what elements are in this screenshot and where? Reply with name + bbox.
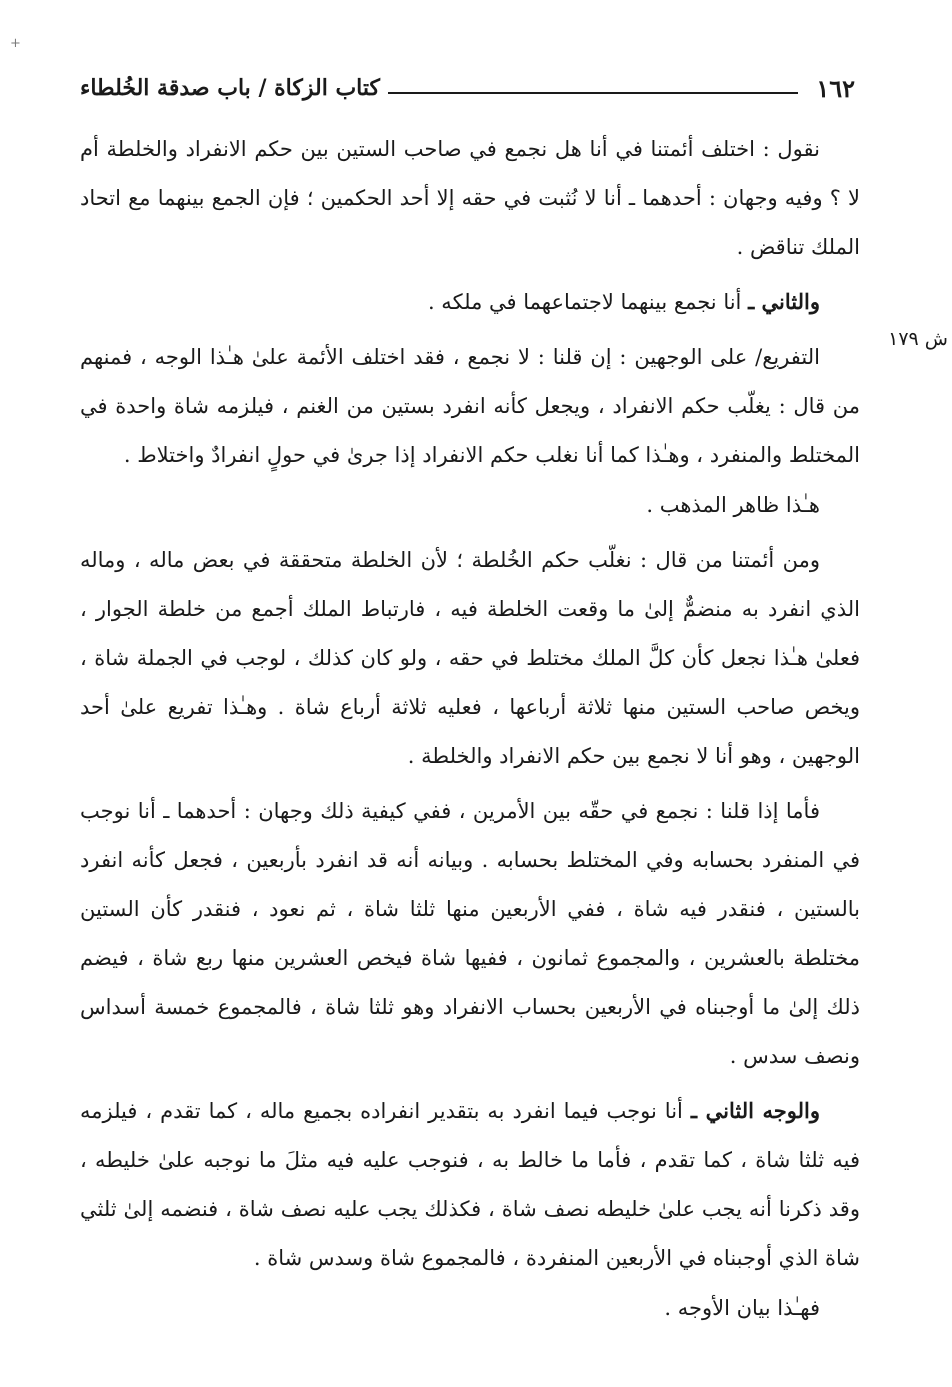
paragraph-4: [80, 480, 860, 530]
paragraph-text: هـٰذا ظاهر المذهب .: [646, 493, 820, 517]
corner-mark: +: [10, 36, 21, 51]
paragraph-lead: والوجه الثاني ـ: [690, 1098, 820, 1123]
page-number: ١٦٢: [816, 73, 855, 103]
paragraph-3: [80, 332, 860, 480]
running-title: كتاب الزكاة / باب صدقة الخُلطاء: [80, 75, 380, 101]
paragraph-5: [80, 535, 860, 781]
page-body: [80, 124, 860, 1333]
paragraph-7: [80, 1086, 860, 1283]
paragraph-text: فأما إذا قلنا : نجمع في حقّه بين الأمرين ، ففي كيفية ذلك وجهان : أحدهما ـ أنا نوجب في المنفرد بحسابه وفي المختلط بحسابه . وبيانه أنه قد انفرد بأربعين ، فجعل كأنه انفرد بالستين ، فنقدر فيه شاة ، ففي الأربعين منها ثلثا شاة ، ثم نعود ، فنقدر كأن الستين مختلطة بالعشرين ، والمجموع ثمانون ، ففيها شاة فيخص العشرين منها ربع شاة ، فيضم ذلك إلىٰ ما أوجبناه في الأربعين بحساب الانفراد وهو ثلثا شاة ، فالمجموع خمسة أسداس ونصف سدس .: [80, 799, 860, 1068]
paragraph-text: نقول : اختلف أئمتنا في أنا هل نجمع في صاحب الستين بين حكم الانفراد والخلطة أم لا ؟ وفيه وجهان : أحدهما ـ أنا لا نُثبت في حقه إلا أحد الحكمين ؛ فإن الجمع بينهما مع اتحاد الملك تناقض .: [80, 137, 860, 259]
paragraph-6: [80, 786, 860, 1081]
paragraph-lead: والثاني ـ: [748, 289, 820, 314]
margin-folio-note: ش ١٧٩: [888, 328, 948, 350]
paragraph-text: فهـٰذا بيان الأوجه .: [664, 1296, 820, 1320]
paragraph-text: التفريع/ على الوجهين : إن قلنا : لا نجمع ، فقد اختلف الأئمة علىٰ هـٰذا الوجه ، فمنهم من قال : يغلّب حكم الانفراد ، ويجعل كأنه انفرد بستين من الغنم ، فيلزمه شاة واحدة في المختلط والمنفرد ، وهـٰذا كما أنا نغلب حكم الانفراد إذا جرىٰ في حولٍ انفرادٌ واختلاط .: [80, 345, 860, 467]
paragraph-1: [80, 124, 860, 272]
paragraph-2: [80, 277, 860, 327]
paragraph-text: أنا نوجب فيما انفرد به بتقدير انفراده بجميع ماله ، كما تقدم ، فيلزمه فيه ثلثا شاة ، كما تقدم ، فأما ما خالط به ، فنوجب عليه فيه مثلَ ما نوجبه علىٰ خليطه ، وقد ذكرنا أنه يجب علىٰ خليطه نصف شاة ، فكذلك يجب عليه نصف شاة ، فنضمه إلىٰ ثلثي شاة الذي أوجبناه في الأربعين المنفردة ، فالمجموع شاة وسدس شاة .: [80, 1099, 860, 1270]
paragraph-8: [80, 1283, 860, 1333]
page-header: [80, 70, 855, 106]
paragraph-text: أنا نجمع بينهما لاجتماعهما في ملكه .: [427, 290, 749, 314]
paragraph-text: ومن أئمتنا من قال : نغلّب حكم الخُلطة ؛ لأن الخلطة متحققة في بعض ماله ، وماله الذي انفرد به منضمٌّ إلىٰ ما وقعت الخلطة فيه ، فارتباط الملك أجمع من خلطة الجوار ، فعلىٰ هـٰذا نجعل كأن كلَّ الملك مختلط في حقه ، ولو كان كذلك ، لوجب في الجملة شاة ، ويخص صاحب الستين منها ثلاثة أرباعها ، فعليه ثلاثة أرباع شاة . وهـٰذا تفريع علىٰ أحد الوجهين ، وهو أنا لا نجمع بين حكم الانفراد والخلطة .: [80, 548, 860, 768]
header-rule: [388, 92, 798, 94]
